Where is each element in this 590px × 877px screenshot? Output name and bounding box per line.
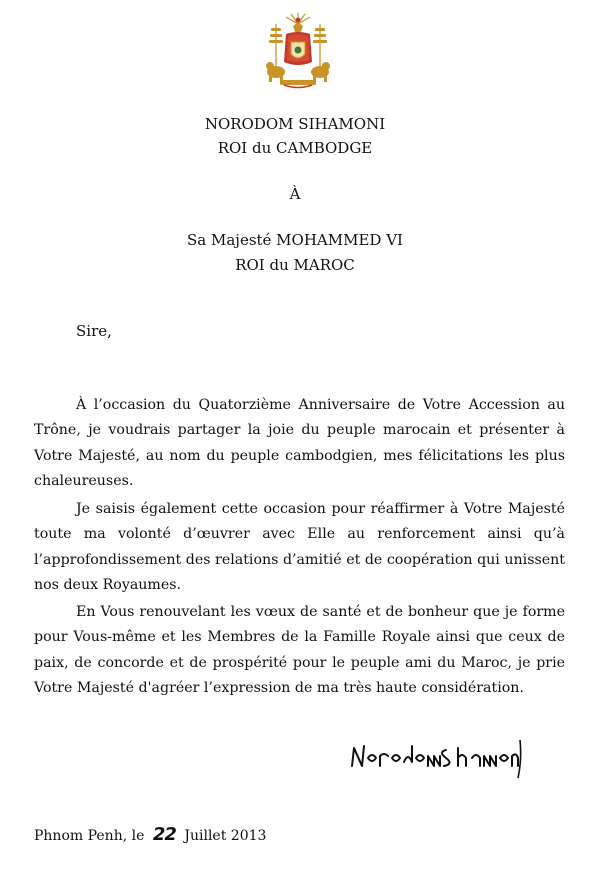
sender-title: ROI du CAMBODGE — [217, 139, 373, 157]
royal-crest-icon — [258, 10, 338, 90]
recipient-title: ROI du MAROC — [235, 256, 355, 274]
salutation: Sire, — [76, 322, 112, 340]
addressee-marker: À — [289, 185, 301, 203]
handwritten-signature — [346, 736, 526, 780]
date-place: Phnom Penh, le — [34, 828, 145, 844]
recipient-name: Sa Majesté MOHAMMED VI — [187, 231, 403, 249]
letter-paragraph-2: Je saisis également cette occasion pour réaffirmer à Votre Majesté toute ma volonté d’œuvrer avec Elle au renforcement ainsi qu’à l’approfondissement des relations d’amitié et de coopération qui unissent nos deux Royaumes. — [34, 501, 565, 593]
date-month-year: Juillet 2013 — [184, 828, 267, 844]
date-line — [34, 824, 266, 845]
letter-paragraph-1: À l’occasion du Quatorzième Anniversaire de Votre Accession au Trône, je voudrais partager la joie du peuple marocain et présenter à Votre Majesté, au nom du peuple cambodgien, mes félicitations les plus chaleureuses. — [34, 397, 565, 489]
letter-paragraph-3: En Vous renouvelant les vœux de santé et de bonheur que je forme pour Vous-même et les Membres de la Famille Royale ainsi que ceux de paix, de concorde et de prospérité pour le peuple ami du Maroc, je prie Votre Majesté d'agréer l’expression de ma très haute considération. — [34, 604, 565, 696]
date-day-handwritten: 22 — [152, 824, 176, 845]
sender-name: NORODOM SIHAMONI — [204, 115, 386, 133]
